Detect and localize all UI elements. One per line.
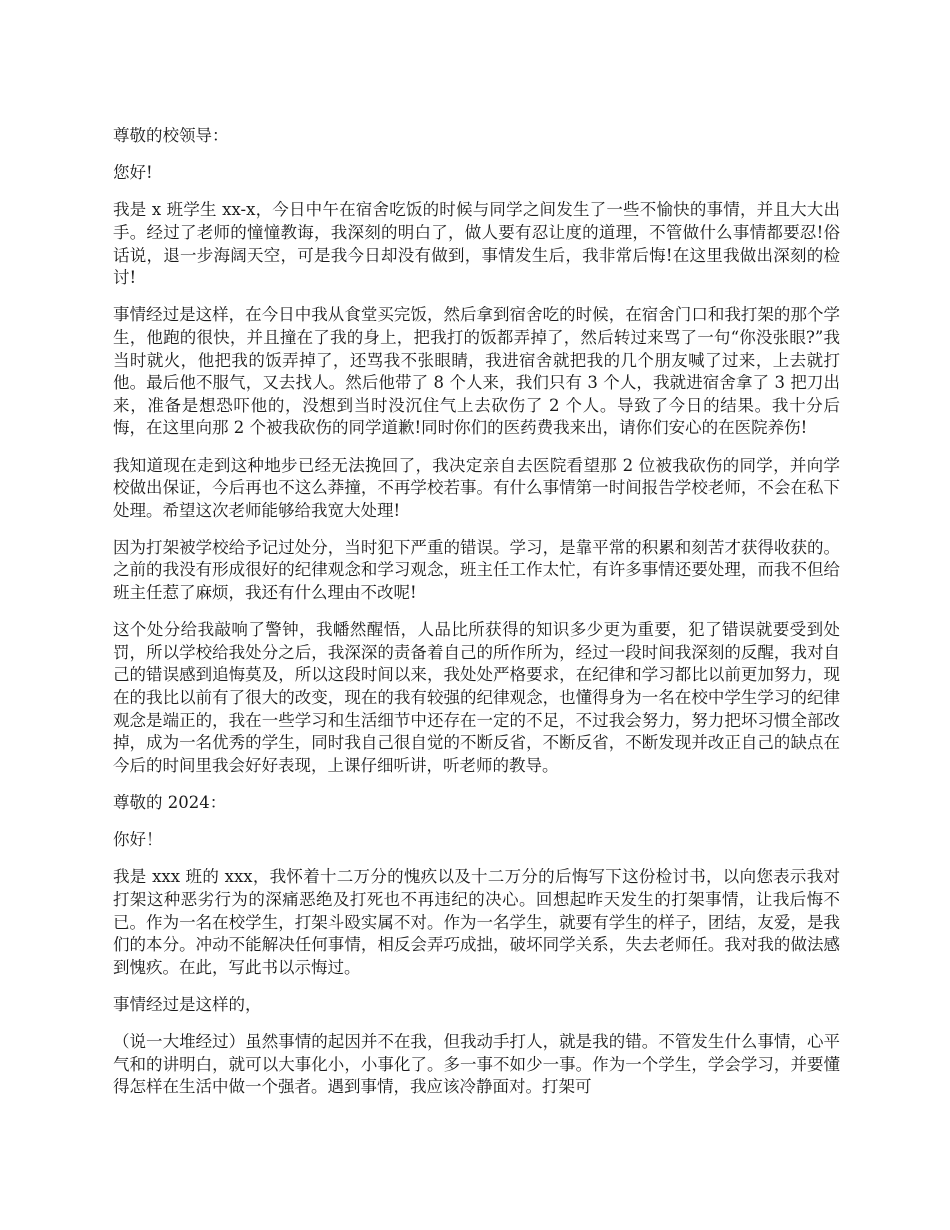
paragraph-second-introduction: 我是 xxx 班的 xxx，我怀着十二万分的愧疚以及十二万分的后悔写下这份检讨书，以向您表示我对打架这种恶劣行为的深痛恶绝及打死也不再违纪的决心。回想起昨天发生的打架事情，让我后悔不已。作为一名在校学生，打架斗殴实属不对。作为一名学生，就要有学生的样子，团结，友爱，是我们的本分。冲动不能解决任何事情，相反会弄巧成拙，破坏同学关系，失去老师任。我对我的做法感到愧疚。在此，写此书以示悔过。 [113,867,840,977]
document-body [113,125,840,1114]
paragraph-incident-lead: 事情经过是这样的， [113,994,262,1014]
paragraph-second-reflection: （说一大堆经过）虽然事情的起因并不在我，但我动手打人，就是我的错。不管发生什么事情，心平气和的讲明白，就可以大事化小，小事化了。多一事不如少一事。作为一个学生，学会学习，并要懂得怎样在生活中做一个强者。遇到事情，我应该冷静面对。打架可 [113,1032,840,1097]
paragraph-incident-details: 事情经过是这样，在今日中我从食堂买完饭，然后拿到宿舍吃的时候，在宿舍门口和我打架的那个学生，他跑的很快，并且撞在了我的身上，把我打的饭都弄掉了，然后转过来骂了一句“你没张眼?”我当时就火，他把我的饭弄掉了，还骂我不张眼睛，我进宿舍就把我的几个朋友喊了过来，上去就打他。最后他不服气，又去找人。然后他带了 8 个人来，我们只有 3 个人，我就进宿舍拿了 3 把刀出来，准备是想恐吓他的，没想到当时没沉住气上去砍伤了 2 个人。导致了今日的结果。我十分后悔，在这里向那 2 个被我砍伤的同学道歉!同时你们的医药费我来出，请你们安心的在医院养伤! [113,305,840,438]
paragraph-introduction: 我是 x 班学生 xx-x，今日中午在宿舍吃饭的时候与同学之间发生了一些不愉快的事情，并且大大出手。经过了老师的憧憧教诲，我深刻的明白了，做人要有忍让度的道理，不管做什么事情都要忍!俗话说，退一步海阔天空，可是我今日却没有做到，事情发生后，我非常后悔!在这里我做出深刻的检讨! [113,200,840,288]
greeting-second-letter: 你好！ [113,830,163,850]
salutation-school-leaders: 尊敬的校领导： [113,126,229,145]
paragraph-punishment: 因为打架被学校给予记过处分，当时犯下严重的错误。学习，是靠平常的积累和刻苦才获得收获的。之前的我没有形成很好的纪律观念和学习观念，班主任工作太忙，有许多事情还要处理，而我不但给班主任惹了麻烦，我还有什么理由不改呢! [113,537,840,603]
salutation-second-letter: 尊敬的 2024： [113,793,227,812]
greeting: 您好! [113,163,153,183]
paragraph-commitment: 我知道现在走到这种地步已经无法挽回了，我决定亲自去医院看望那 2 位被我砍伤的同学，并向学校做出保证，今后再也不这么莽撞，不再学校若事。有什么事情第一时间报告学校老师，不会在私下处理。希望这次老师能够给我宽大处理! [113,455,840,520]
paragraph-reflection: 这个处分给我敲响了警钟，我幡然醒悟，人品比所获得的知识多少更为重要，犯了错误就要受到处罚，所以学校给我处分之后，我深深的责备着自己的所作所为，经过一段时间我深刻的反醒，我对自己的错误感到追悔莫及，所以这段时间以来，我处处严格要求，在纪律和学习都比以前更加努力，现在的我比以前有了很大的改变，现在的我有较强的纪律观念，也懂得身为一名在校中学生学习的纪律观念是端正的，我在一些学习和生活细节中还存在一定的不足，不过我会努力，努力把坏习惯全部改掉，成为一名优秀的学生，同时我自己很自觉的不断反省，不断反省，不断发现并改正自己的缺点在今后的时间里我会好好表现，上课仔细听讲，听老师的教导。 [113,620,840,775]
